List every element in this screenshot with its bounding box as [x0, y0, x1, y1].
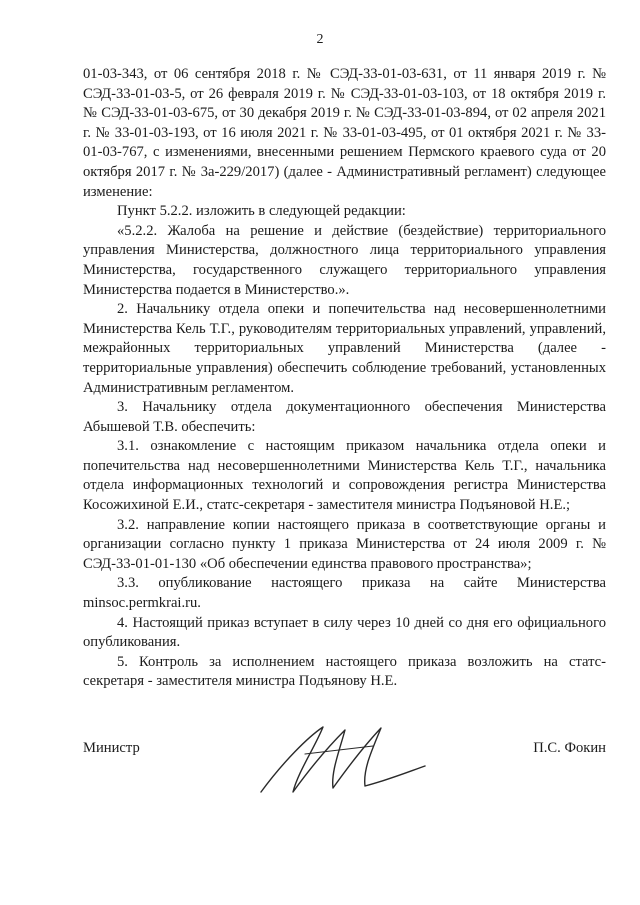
signer-name: П.С. Фокин [533, 740, 606, 756]
handwritten-signature [253, 722, 433, 802]
paragraph: 3.1. ознакомление с настоящим приказом начальника отдела опеки и попечительства над несовершеннолетними Министерства Кель Т.Г., начальника отдела информационных технологий и сопровождения регистра Министерства Косожихиной Е.И., статс-секретаря - заместителя министра Подъяновой Н.Е.; [83, 438, 606, 514]
signer-title: Министр [83, 740, 140, 756]
paragraph: 01-03-343, от 06 сентября 2018 г. № СЭД-33-01-03-631, от 11 января 2019 г. № СЭД-33-01-03-5, от 26 февраля 2019 г. № СЭД-33-01-03-103, от 18 октября 2019 г. № СЭД-33-01-03-675, от 30 декабря 2019 г. № СЭД-33-01-03-894, от 02 апреля 2021 г. № 33-01-03-193, от 16 июля 2021 г. № 33-01-03-495, от 01 октября 2021 г. № 33-01-03-767, с изменениями, внесенными решением Пермского краевого суда от 20 октября 2017 г. № 3а-229/2017) (далее - Административный регламент) следующее изменение: [83, 66, 606, 200]
paragraph: Пункт 5.2.2. изложить в следующей редакции: [117, 203, 406, 220]
paragraph: 5. Контроль за исполнением настоящего приказа возложить на статс-секретаря - заместителя министра Подъянову Н.Е. [83, 653, 606, 690]
paragraph: 2. Начальнику отдела опеки и попечительства над несовершеннолетними Министерства Кель Т.Г., руководителям территориальных управлений, управлений, межрайонных территориальных управлений Министерства (далее - территориальные управления) обеспечить соблюдение требований, установленных Административным регламентом. [83, 301, 606, 396]
paragraph: 3. Начальнику отдела документационного обеспечения Министерства Абышевой Т.В. обеспечить: [83, 399, 606, 435]
paragraph: «5.2.2. Жалоба на решение и действие (бездействие) территориального управления Министерства, должностного лица территориального управления Министерства, государственного служащего территориального управления Министерства подается в Министерство.». [83, 222, 606, 298]
page-number: 2 [316, 32, 324, 47]
paragraph: 4. Настоящий приказ вступает в силу через 10 дней со дня его официального опубликования. [83, 614, 606, 651]
paragraph: 3.3. опубликование настоящего приказа на сайте Министерства minsoc.permkrai.ru. [83, 575, 606, 612]
paragraph: 3.2. направление копии настоящего приказа в соответствующие органы и организации согласно пункту 1 приказа Министерства от 24 июля 2009 г. № СЭД-33-01-01-130 «Об обеспечении единства правового пространства»; [83, 516, 606, 572]
document-body [83, 65, 606, 692]
signature-block [83, 730, 606, 800]
